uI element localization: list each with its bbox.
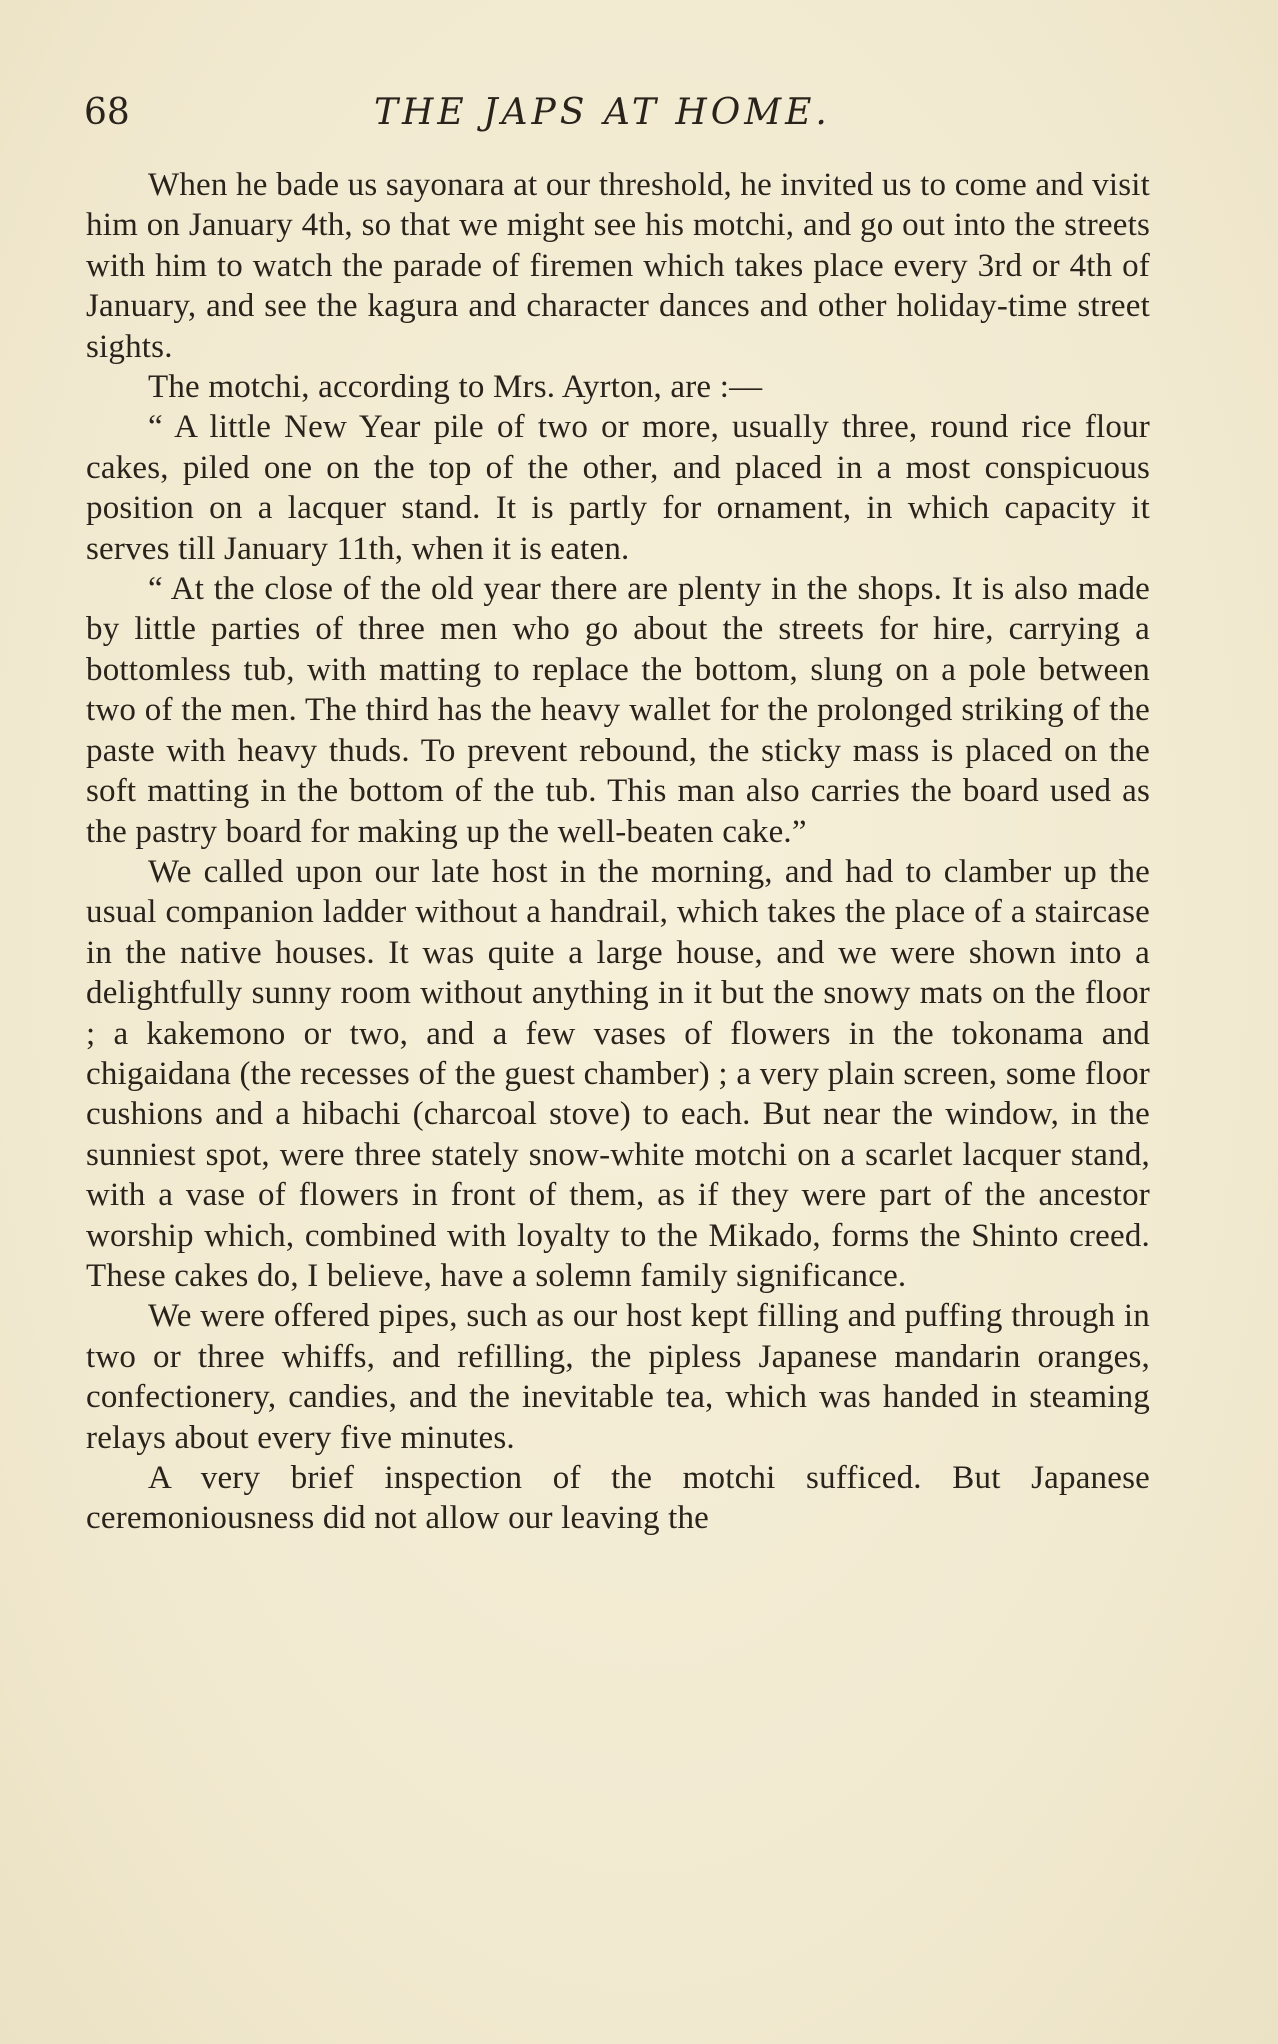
running-title: THE JAPS AT HOME. xyxy=(374,92,831,133)
page-header xyxy=(84,92,1154,142)
paragraph: When he bade us sayonara at our threshold, he invited us to come and visit him on January 4th, so that we might see his motchi, and go out into the streets with him to watch the parade of firemen which takes place every 3rd or 4th of January, and see the kagura and character dances and other holiday-time street sights. xyxy=(86,167,1150,365)
paragraph: We were offered pipes, such as our host kept filling and puffing through in two or three whiffs, and refilling, the pipless Japanese mandarin oranges, confectionery, candies, and the inevitable tea, which was handed in steaming relays about every five minutes. xyxy=(86,1298,1150,1456)
paragraph: A very brief inspection of the motchi sufficed. But Japanese ceremoniousness did not allow our leaving the xyxy=(86,1460,1150,1537)
paragraph: We called upon our late host in the morning, and had to clamber up the usual companion ladder without a handrail, which takes the place of a staircase in the native houses. It was quite a large house, and we were shown into a delightfully sunny room without anything in it but the snowy mats on the floor ; a kakemono or two, and a few vases of flowers in the tokonama and chigaidana (the recesses of the guest chamber) ; a very plain screen, some floor cushions and a hibachi (charcoal stove) to each. But near the window, in the sunniest spot, were three stately snow-white motchi on a scarlet lacquer stand, with a vase of flowers in front of them, as if they were part of the ancestor worship which, combined with loyalty to the Mikado, forms the Shinto creed. These cakes do, I believe, have a solemn family significance. xyxy=(86,853,1150,1294)
paragraph: The motchi, according to Mrs. Ayrton, are :— xyxy=(148,369,763,406)
body-text xyxy=(86,165,1150,1539)
quoted-paragraph: “ A little New Year pile of two or more, usually three, round rice flour cakes, piled one on the top of the other, and placed in a most conspicuous position on a lacquer stand. It is partly for ornament, in which capacity it serves till January 11th, when it is eaten. xyxy=(86,409,1150,567)
page-number: 68 xyxy=(84,92,130,133)
quoted-paragraph: “ At the close of the old year there are plenty in the shops. It is also made by little parties of three men who go about the streets for hire, carrying a bottomless tub, with matting to replace the bottom, slung on a pole between two of the men. The third has the heavy wallet for the prolonged striking of the paste with heavy thuds. To prevent rebound, the sticky mass is placed on the soft matting in the bottom of the tub. This man also carries the board used as the pastry board for making up the well-beaten cake.” xyxy=(86,571,1150,850)
